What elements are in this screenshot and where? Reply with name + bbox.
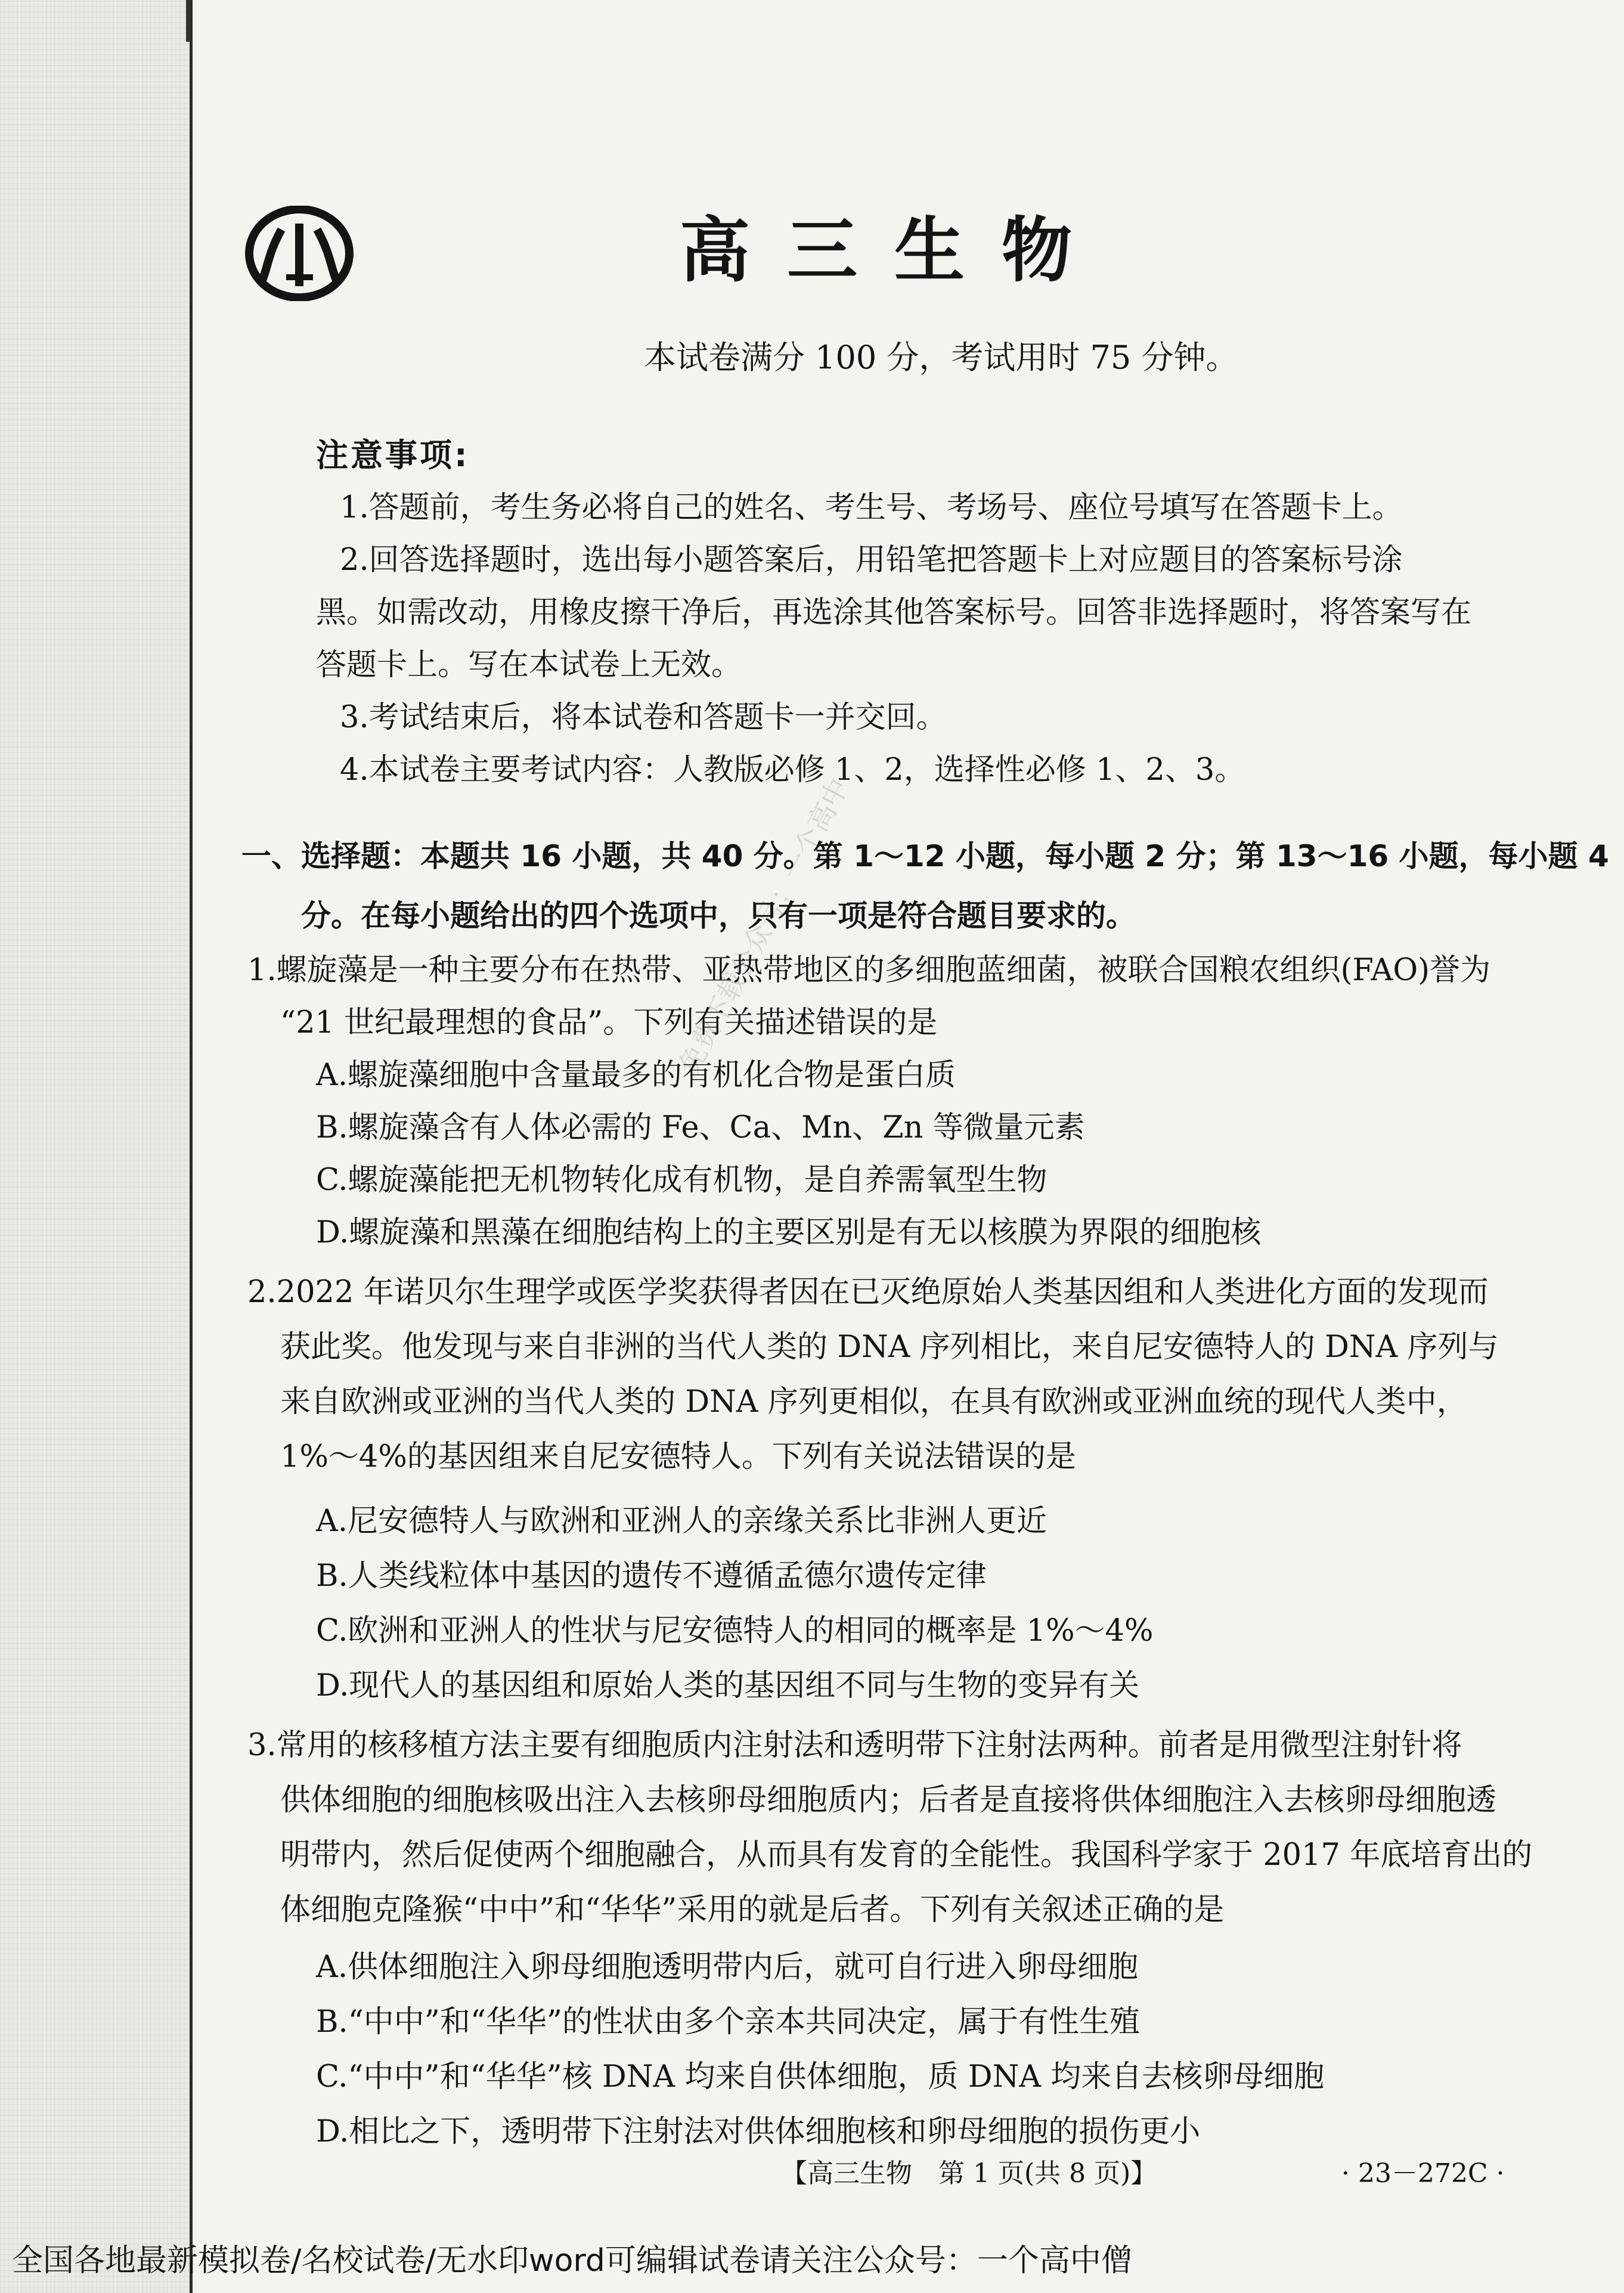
question-stem: 来自欧洲或亚洲的当代人类的 DNA 序列更相似，在具有欧洲或亚洲血统的现代人类中，: [280, 1384, 1467, 1420]
question-option: D.现代人的基因组和原始人类的基因组不同与生物的变异有关: [316, 1668, 1140, 1703]
question-option: D.相比之下，透明带下注射法对供体细胞核和卵母细胞的损伤更小: [316, 2114, 1201, 2149]
publisher-logo-icon: [244, 206, 355, 301]
notice-line: 1.答题前，考生务必将自己的姓名、考生号、考场号、座位号填写在答题卡上。: [340, 490, 1403, 525]
question-stem: 1%～4%的基因组来自尼安德特人。下列有关说法错误的是: [280, 1439, 1076, 1474]
question-option: C.螺旋藻能把无机物转化成有机物，是自养需氧型生物: [316, 1163, 1047, 1198]
notice-line: 3.考试结束后，将本试卷和答题卡一并交回。: [340, 700, 947, 735]
question-option: A.螺旋藻细胞中含量最多的有机化合物是蛋白质: [316, 1058, 956, 1093]
question-option: B.螺旋藻含有人体必需的 Fe、Ca、Mn、Zn 等微量元素: [316, 1110, 1085, 1145]
question-option: B.“中中”和“华华”的性状由多个亲本共同决定，属于有性生殖: [316, 2004, 1140, 2040]
section-heading-cont: 分。在每小题给出的四个选项中，只有一项是符合题目要求的。: [301, 898, 1136, 933]
question-option: C.“中中”和“华华”核 DNA 均来自供体细胞，质 DNA 均来自去核卵母细胞: [316, 2059, 1325, 2094]
watermark: 免费下载公众号：一个高中: [672, 773, 856, 1079]
question-option: D.螺旋藻和黑藻在细胞结构上的主要区别是有无以核膜为界限的细胞核: [316, 1215, 1262, 1250]
question-stem: 2.2022 年诺贝尔生理学或医学奖获得者因在已灭绝原始人类基因组和人类进化方面的发现而: [247, 1275, 1489, 1310]
notice-line: 2.回答选择题时，选出每小题答案后，用铅笔把答题卡上对应题目的答案标号涂: [340, 543, 1403, 578]
question-stem: 获此奖。他发现与来自非洲的当代人类的 DNA 序列相比，来自尼安德特人的 DNA 序列与: [280, 1330, 1499, 1365]
question-option: B.人类线粒体中基因的遗传不遵循孟德尔遗传定律: [316, 1558, 987, 1594]
question-stem: 供体细胞的细胞核吸出注入去核卵母细胞质内；后者是直接将供体细胞注入去核卵母细胞透: [280, 1783, 1497, 1818]
notice-line: 黑。如需改动，用橡皮擦干净后，再选涂其他答案标号。回答非选择题时，将答案写在: [316, 595, 1472, 630]
question-stem: 1.螺旋藻是一种主要分布在热带、亚热带地区的多细胞蓝细菌，被联合国粮农组织(FAO)誉为: [247, 953, 1491, 988]
question-stem: 体细胞克隆猴“中中”和“华华”采用的就是后者。下列有关叙述正确的是: [280, 1892, 1225, 1928]
question-stem: “21 世纪最理想的食品”。下列有关描述错误的是: [280, 1005, 938, 1040]
top-mark: [186, 0, 190, 42]
exam-info: 本试卷满分 100 分，考试用时 75 分钟。: [644, 339, 1238, 376]
question-option: C.欧洲和亚洲人的性状与尼安德特人的相同的概率是 1%～4%: [316, 1613, 1154, 1649]
section-heading: 一、选择题：本题共 16 小题，共 40 分。第 1～12 小题，每小题 2 分；第 13～16 小题，每小题 4: [241, 839, 1609, 873]
notice-line: 4.本试卷主要考试内容：人教版必修 1、2，选择性必修 1、2、3。: [340, 752, 1245, 788]
question-option: A.尼安德特人与欧洲和亚洲人的亲缘关系比非洲人更近: [316, 1504, 1047, 1539]
page-footer: 【高三生物 第 1 页(共 8 页)】: [781, 2158, 1157, 2189]
binding-line: [190, 0, 193, 2293]
notice-heading: 注意事项:: [316, 436, 470, 474]
binding-strip: [0, 0, 191, 2293]
question-option: A.供体细胞注入卵母细胞透明带内后，就可自行进入卵母细胞: [316, 1950, 1139, 1985]
question-stem: 明带内，然后促使两个细胞融合，从而具有发育的全能性。我国科学家于 2017 年底培育出的: [280, 1838, 1533, 1873]
page-title: 高三生物: [680, 209, 1109, 292]
question-stem: 3.常用的核移植方法主要有细胞质内注射法和透明带下注射法两种。前者是用微型注射针将: [247, 1728, 1462, 1763]
promo-banner: 全国各地最新模拟卷/名校试卷/无水印word可编辑试卷请关注公众号：一个高中僧: [12, 2243, 1132, 2279]
paper-code: · 23－272C ·: [1341, 2158, 1505, 2189]
notice-line: 答题卡上。写在本试卷上无效。: [316, 647, 742, 683]
